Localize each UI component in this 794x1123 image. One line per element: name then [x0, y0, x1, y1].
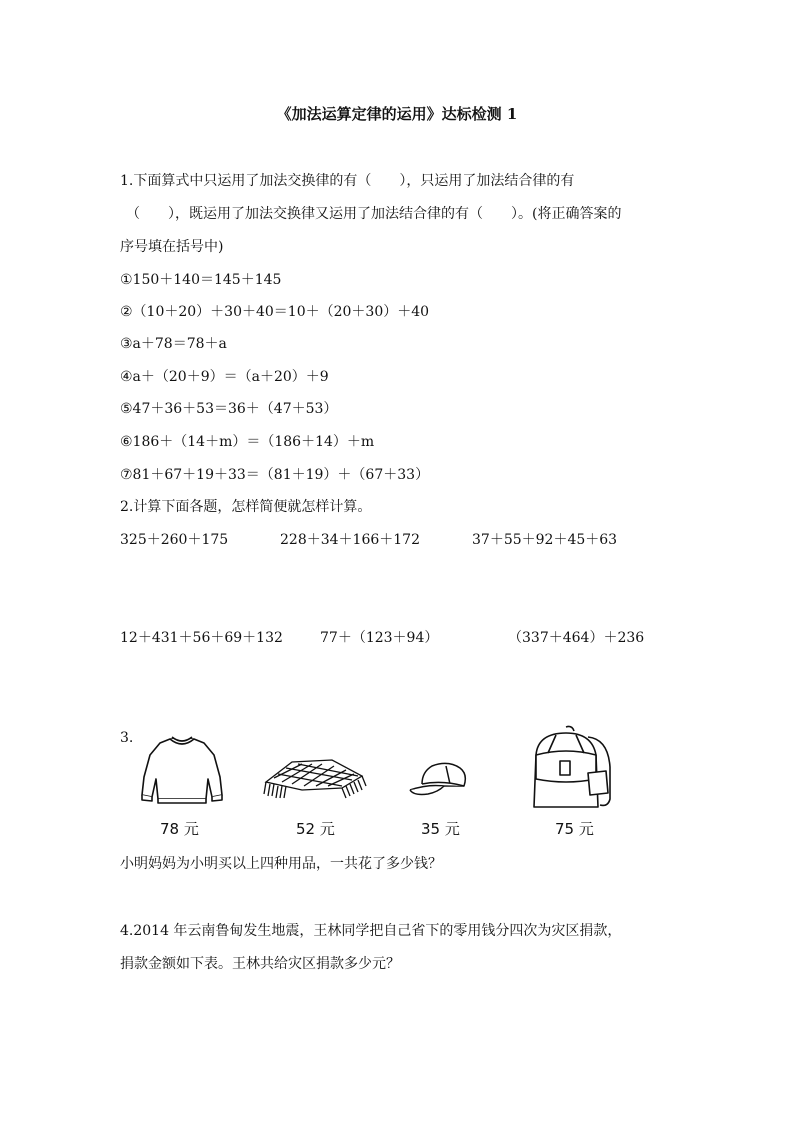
price-sweater: 78 元 [160, 820, 199, 838]
q4-line-2: 捐款金额如下表。王林共给灾区捐款多少元？ [120, 956, 400, 972]
page-title: 《加法运算定律的运用》达标检测 1 [276, 105, 518, 123]
q2-expr-5: 77＋（123＋94） [320, 630, 439, 646]
sweater-icon [140, 733, 224, 805]
price-backpack: 75 元 [555, 820, 594, 838]
backpack-icon [526, 727, 616, 815]
price-cap: 35 元 [421, 820, 460, 838]
q1-line-1: 1.下面算式中只运用了加法交换律的有（ ），只运用了加法结合律的有 [120, 173, 575, 189]
q1-item-2: ②（10＋20）＋30＋40＝10＋（20＋30）＋40 [120, 304, 430, 320]
cap-icon [408, 760, 470, 800]
q1-item-5: ⑤47＋36＋53＝36＋（47＋53） [120, 401, 338, 417]
q1-line-2: （ ），既运用了加法交换律又运用了加法结合律的有（ ）。(将正确答案的 [126, 206, 622, 222]
q1-item-4: ④a＋（20＋9）＝（a＋20）＋9 [120, 369, 329, 385]
q3-question: 小明妈妈为小明买以上四种用品，一共花了多少钱？ [120, 856, 442, 872]
q1-item-6: ⑥186＋（14＋m）＝（186＋14）＋m [120, 434, 375, 450]
q4-line-1: 4.2014 年云南鲁甸发生地震，王林同学把自己省下的零用钱分四次为灾区捐款， [120, 923, 622, 939]
scarf-icon [262, 752, 368, 802]
q2-expr-1: 325＋260＋175 [120, 532, 229, 548]
q2-expr-2: 228＋34＋166＋172 [280, 532, 420, 548]
q1-item-7: ⑦81＋67＋19＋33＝（81＋19）＋（67＋33） [120, 467, 430, 483]
price-scarf: 52 元 [296, 820, 335, 838]
q2-expr-4: 12＋431＋56＋69＋132 [120, 630, 283, 646]
q1-item-3: ③a＋78＝78＋a [120, 336, 227, 352]
q1-item-1: ①150＋140＝145＋145 [120, 272, 282, 288]
q2-prompt: 2.计算下面各题，怎样简便就怎样计算。 [120, 499, 372, 515]
q1-line-3: 序号填在括号中) [120, 239, 224, 255]
q2-expr-3: 37＋55＋92＋45＋63 [472, 532, 618, 548]
q3-number: 3. [120, 730, 134, 746]
q2-expr-6: （337＋464）＋236 [508, 630, 645, 646]
